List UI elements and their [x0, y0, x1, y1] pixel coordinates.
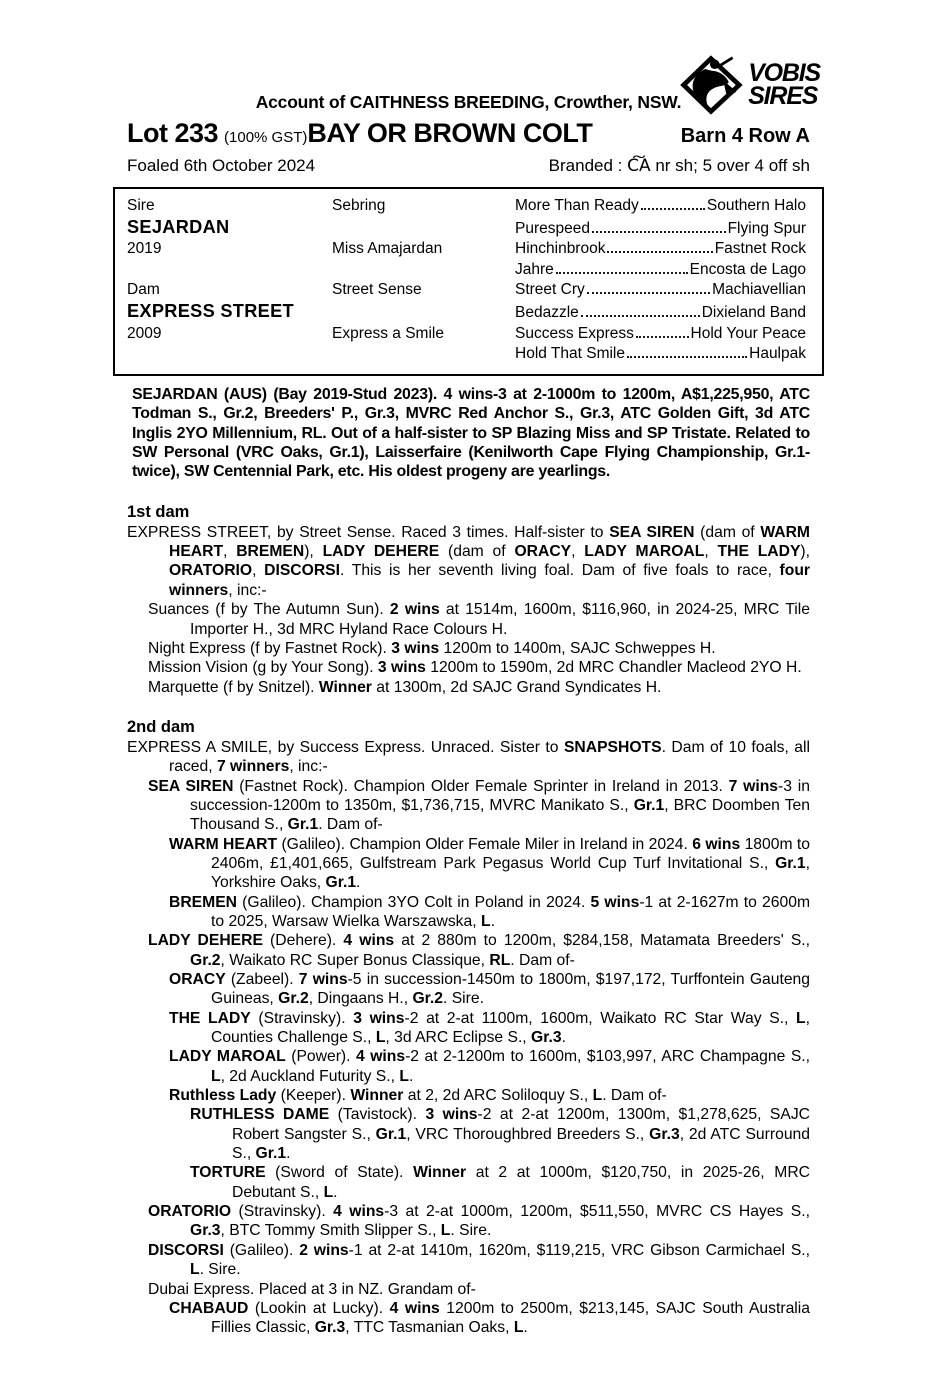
progeny-entry: Suances (f by The Autumn Sun). 2 wins at 1514m, 1600m, $116,960, in 2024-25, MRC Tile Importer H., 3d MRC Hyland Race Colours H.	[148, 601, 810, 638]
foaled-date: Foaled 6th October 2024	[127, 156, 316, 175]
progeny-entry: DISCORSI (Galileo). 2 wins-1 at 2-at 1410m, 1620m, $119,215, VRC Gibson Carmichael S., L. Sire.	[148, 1241, 811, 1279]
pedigree-gen2-name: Sebring	[332, 197, 386, 214]
lot-title-line	[127, 118, 810, 149]
progeny-entry: LADY MAROAL (Power). 4 wins-2 at 2-1200m to 1600m, $103,997, ARC Champagne S., L, 2d Auckland Futurity S., L.	[169, 1048, 810, 1085]
pedigree-table	[113, 187, 824, 376]
gen3-name: Purespeed	[515, 219, 590, 237]
leader-dots	[581, 315, 700, 317]
gen4-name: Hold Your Peace	[690, 324, 806, 342]
pedigree-gen2-name: Miss Amajardan	[332, 240, 443, 258]
gen4-name: Fastnet Rock	[714, 240, 806, 258]
pedigree-row	[127, 324, 806, 345]
section-heading: 1st dam	[127, 502, 190, 521]
gen3-name: Hinchinbrook	[515, 240, 606, 258]
pedigree-gen2-name: Street Sense	[332, 281, 422, 299]
pedigree-year: 2009	[127, 324, 162, 342]
progeny-entry: Mission Vision (g by Your Song). 3 wins 1200m to 1590m, 2d MRC Chandler Macleod 2YO H.	[148, 659, 802, 677]
gst-note: (100% GST)	[224, 129, 308, 146]
progeny-entry: SEA SIREN (Fastnet Rock). Champion Older Female Sprinter in Ireland in 2013. 7 wins-3 in succession-1200m to 1350m, $1,736,715, MVRC Manikato S., Gr.1, BRC Doomben Ten Thousand S., Gr.1. Dam of-	[148, 777, 810, 834]
vobis-sires-wordmark	[748, 59, 824, 110]
section-heading: 2nd dam	[127, 717, 195, 736]
leader-dots	[592, 231, 726, 233]
leader-dots	[587, 292, 710, 294]
gen3-name: Bedazzle	[515, 303, 579, 321]
vobis-sires-logo	[677, 54, 824, 116]
leader-dots	[641, 208, 705, 210]
progeny-entry: ORATORIO (Stravinsky). 4 wins-3 at 2-at 1000m, 1200m, $511,550, MVRC CS Hayes S., Gr.3, BTC Tommy Smith Slipper S., L. Sire.	[148, 1203, 810, 1240]
progeny-entry: CHABAUD (Lookin at Lucky). 4 wins 1200m to 2500m, $213,145, SAJC South Australia Fillies Classic, Gr.3, TTC Tasmanian Oaks, L.	[169, 1299, 810, 1337]
vendor-account-line: Account of CAITHNESS BREEDING, Crowther, NSW.	[255, 92, 682, 112]
progeny-entry: RUTHLESS DAME (Tavistock). 3 wins-2 at 2-at 1200m, 1300m, $1,278,625, SAJC Robert Sangster S., Gr.1, VRC Thoroughbred Breeders S., Gr.3, 2d ATC Surround S., Gr.1.	[190, 1106, 810, 1163]
progeny-entry: THE LADY (Stravinsky). 3 wins-2 at 2-at 1100m, 1600m, Waikato RC Star Way S., L, Counties Challenge S., L, 3d ARC Eclipse S., Gr.3.	[169, 1009, 810, 1047]
lot-title-left	[127, 118, 592, 149]
pedigree-gen3-pair	[515, 280, 806, 301]
progeny-entry: Dubai Express. Placed at 3 in NZ. Grandam of-	[148, 1280, 476, 1298]
leader-dots	[607, 251, 712, 253]
logo-line-1: VOBIS	[748, 59, 820, 87]
dam-sections	[127, 503, 810, 1338]
sire-summary: SEJARDAN (AUS) (Bay 2019-Stud 2023). 4 wins-3 at 2-1000m to 1200m, A$1,225,950, ATC Todman S., Gr.2, Breeders' P., Gr.3, MVRC Red Anchor S., Gr.3, ATC Golden Gift, 3d ATC Inglis 2YO Millennium, RL. Out of a half-sister to SP Blazing Miss and SP Tristate. Related to SW Personal (VRC Oaks, Gr.1), Laisserfaire (Kenilworth Cape Flying Championship, Gr.1-twice), SW Centennial Park, etc. His oldest progeny are yearlings.	[132, 385, 810, 481]
progeny-entry: Ruthless Lady (Keeper). Winner at 2, 2d ARC Soliloquy S., L. Dam of-	[169, 1087, 667, 1105]
pedigree-role: Dam	[127, 281, 160, 299]
gen3-name: Jahre	[515, 260, 554, 278]
progeny-entry: TORTURE (Sword of State). Winner at 2 at 1000m, $120,750, in 2025-26, MRC Debutant S., L.	[190, 1164, 810, 1201]
pedigree-row	[127, 260, 806, 281]
pedigree-row	[127, 217, 806, 240]
gen4-name: Haulpak	[749, 345, 806, 363]
pedigree-gen3-pair	[515, 324, 806, 345]
gen3-name: Street Cry	[515, 281, 585, 299]
pedigree-name: EXPRESS STREET	[127, 300, 294, 321]
brand-mark: C͠A	[627, 156, 651, 176]
gen4-name: Southern Halo	[706, 197, 806, 214]
pedigree-gen3-pair	[515, 260, 806, 281]
foaled-branded-line	[127, 156, 810, 176]
leader-dots	[636, 336, 689, 338]
gen4-name: Machiavellian	[712, 281, 806, 299]
horse-jockey-icon	[677, 54, 743, 116]
pedigree-name: SEJARDAN	[127, 216, 230, 237]
branded-prefix: Branded :	[548, 156, 628, 175]
gen4-name: Encosta de Lago	[689, 260, 806, 278]
progeny-entry: BREMEN (Galileo). Champion 3YO Colt in Poland in 2024. 5 wins-1 at 2-1627m to 2600m to 2025, Warsaw Wielka Warszawska, L.	[169, 893, 811, 930]
pedigree-gen3-pair	[515, 219, 806, 240]
brand-details	[549, 156, 810, 176]
progeny-entry: WARM HEART (Galileo). Champion Older Female Miler in Ireland in 2024. 6 wins 1800m to 2406m, £1,401,665, Gulfstream Park Pegasus World Cup Turf Invitational S., Gr.1, Yorkshire Oaks, Gr.1.	[169, 835, 810, 892]
gen4-name: Flying Spur	[727, 219, 806, 237]
progeny-entry: ORACY (Zabeel). 7 wins-5 in succession-1450m to 1800m, $197,172, Turffontein Gauteng Guineas, Gr.2, Dingaans H., Gr.2. Sire.	[169, 971, 811, 1008]
progeny-entry: Marquette (f by Snitzel). Winner at 1300m, 2d SAJC Grand Syndicates H.	[148, 678, 662, 696]
pedigree-gen3-pair	[515, 303, 806, 324]
horse-description-title: BAY OR BROWN COLT	[307, 118, 593, 148]
pedigree-row	[127, 196, 806, 217]
pedigree-role: Sire	[127, 197, 155, 214]
barn-row-label: Barn 4 Row A	[680, 125, 810, 147]
lot-number: Lot 233	[127, 118, 219, 148]
logo-line-2: SIRES	[748, 82, 818, 110]
gen4-name: Dixieland Band	[701, 303, 806, 321]
leader-dots	[556, 272, 688, 274]
progeny-entry: LADY DEHERE (Dehere). 4 wins at 2 880m to 1200m, $284,158, Matamata Breeders' S., Gr.2, Waikato RC Super Bonus Classique, RL. Dam of-	[148, 932, 811, 969]
first-dam-lead: EXPRESS STREET, by Street Sense. Raced 3 times. Half-sister to SEA SIREN (dam of WARM HEART, BREMEN), LADY DEHERE (dam of ORACY, LADY MAROAL, THE LADY), ORATORIO, DISCORSI. This is her seventh living foal. Dam of five foals to race, four winners, inc:-	[127, 523, 811, 599]
leader-dots	[627, 356, 747, 358]
pedigree-gen3-pair	[515, 196, 806, 217]
second-dam-lead: EXPRESS A SMILE, by Success Express. Unraced. Sister to SNAPSHOTS. Dam of 10 foals, all raced, 7 winners, inc:-	[127, 738, 810, 776]
pedigree-row	[127, 301, 806, 324]
gen3-name: Success Express	[515, 324, 634, 342]
pedigree-row	[127, 239, 806, 260]
pedigree-row	[127, 344, 806, 365]
branded-suffix: nr sh; 5 over 4 off sh	[650, 156, 810, 175]
pedigree-gen2-name: Express a Smile	[332, 324, 444, 342]
pedigree-row	[127, 280, 806, 301]
gen3-name: Hold That Smile	[515, 345, 625, 363]
pedigree-gen3-pair	[515, 239, 806, 260]
pedigree-year: 2019	[127, 240, 162, 258]
pedigree-gen3-pair	[515, 344, 806, 365]
progeny-entry: Night Express (f by Fastnet Rock). 3 wins 1200m to 1400m, SAJC Schweppes H.	[148, 639, 716, 657]
gen3-name: More Than Ready	[515, 197, 639, 214]
